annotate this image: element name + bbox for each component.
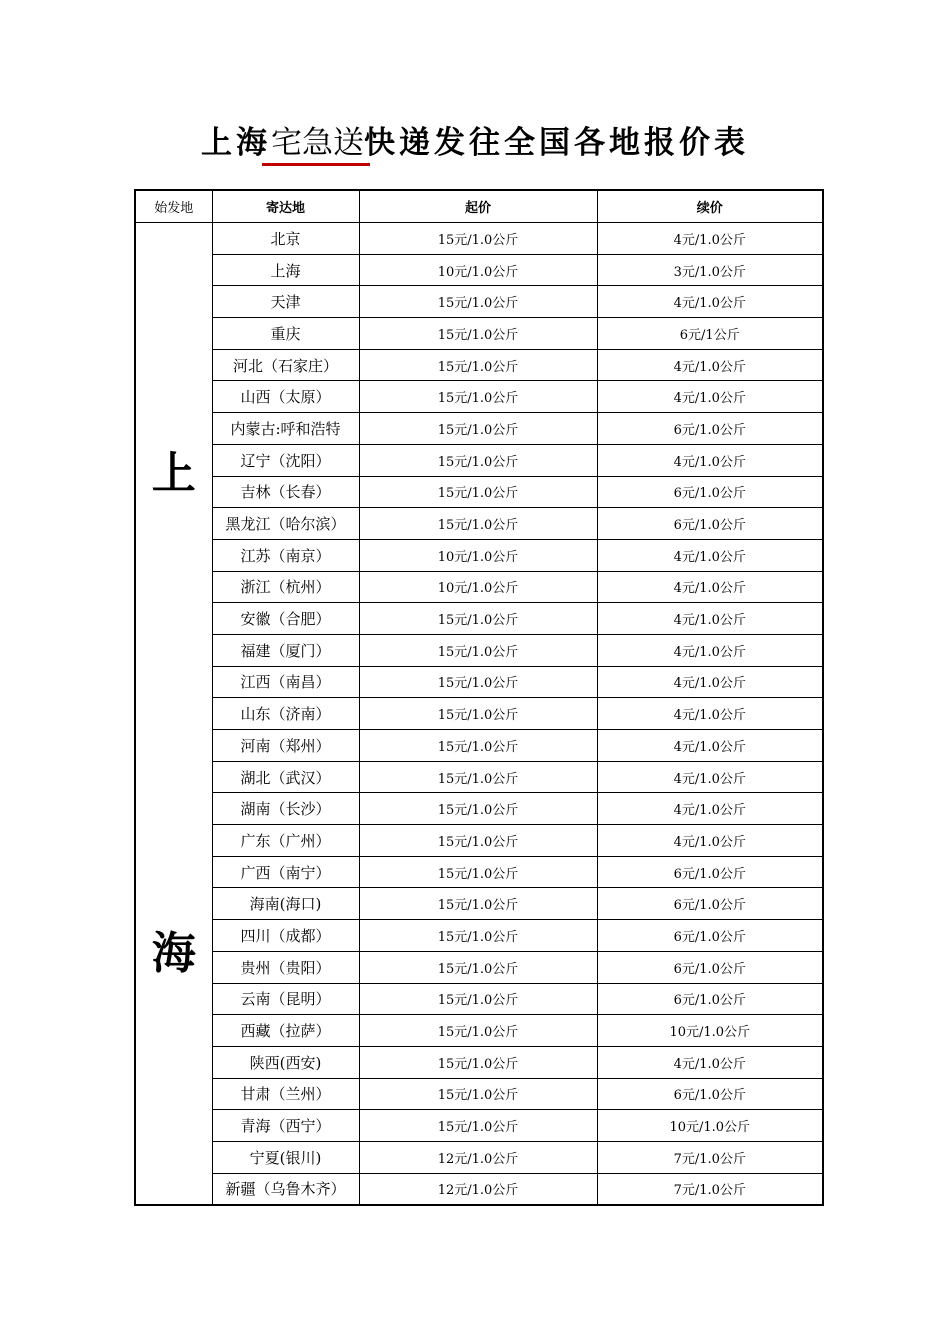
start-price-cell: 15元/1.0公斤 — [359, 223, 597, 255]
start-price-cell: 15元/1.0公斤 — [359, 318, 597, 350]
destination-cell: 云南（昆明） — [212, 983, 359, 1015]
extra-price-cell: 4元/1.0公斤 — [597, 349, 823, 381]
start-price-cell: 15元/1.0公斤 — [359, 1110, 597, 1142]
title-brand: 宅急送 — [271, 125, 364, 161]
table-row — [135, 983, 823, 1015]
destination-cell: 重庆 — [212, 318, 359, 350]
table-row — [135, 793, 823, 825]
destination-cell: 甘肃（兰州） — [212, 1078, 359, 1110]
extra-price-cell: 4元/1.0公斤 — [597, 698, 823, 730]
destination-cell: 贵州（贵阳） — [212, 951, 359, 983]
extra-price-cell: 4元/1.0公斤 — [597, 793, 823, 825]
destination-cell: 宁夏(银川) — [212, 1141, 359, 1173]
table-row — [135, 1046, 823, 1078]
extra-price-cell: 6元/1.0公斤 — [597, 508, 823, 540]
extra-price-cell: 4元/1.0公斤 — [597, 286, 823, 318]
extra-price-cell: 4元/1.0公斤 — [597, 571, 823, 603]
extra-price-cell: 6元/1.0公斤 — [597, 476, 823, 508]
header-extra-price: 续价 — [597, 190, 823, 223]
destination-cell: 广东（广州） — [212, 825, 359, 857]
table-row — [135, 920, 823, 952]
start-price-cell: 15元/1.0公斤 — [359, 1015, 597, 1047]
table-row — [135, 318, 823, 350]
extra-price-cell: 4元/1.0公斤 — [597, 1046, 823, 1078]
extra-price-cell: 4元/1.0公斤 — [597, 730, 823, 762]
start-price-cell: 15元/1.0公斤 — [359, 730, 597, 762]
table-row — [135, 1110, 823, 1142]
table-row — [135, 381, 823, 413]
start-price-cell: 15元/1.0公斤 — [359, 951, 597, 983]
table-row — [135, 413, 823, 445]
extra-price-cell: 4元/1.0公斤 — [597, 381, 823, 413]
start-price-cell: 15元/1.0公斤 — [359, 983, 597, 1015]
extra-price-cell: 7元/1.0公斤 — [597, 1173, 823, 1205]
table-row — [135, 1078, 823, 1110]
destination-cell: 河南（郑州） — [212, 730, 359, 762]
table-row — [135, 951, 823, 983]
table-row — [135, 539, 823, 571]
origin-char: 上 — [151, 447, 196, 499]
table-row — [135, 444, 823, 476]
destination-cell: 河北（石家庄） — [212, 349, 359, 381]
extra-price-cell: 4元/1.0公斤 — [597, 223, 823, 255]
destination-cell: 山东（济南） — [212, 698, 359, 730]
start-price-cell: 15元/1.0公斤 — [359, 856, 597, 888]
extra-price-cell: 4元/1.0公斤 — [597, 825, 823, 857]
header-start-price: 起价 — [359, 190, 597, 223]
extra-price-cell: 6元/1.0公斤 — [597, 920, 823, 952]
destination-cell: 江西（南昌） — [212, 666, 359, 698]
page-title — [0, 117, 950, 162]
destination-cell: 浙江（杭州） — [212, 571, 359, 603]
destination-cell: 湖南（长沙） — [212, 793, 359, 825]
extra-price-cell: 7元/1.0公斤 — [597, 1141, 823, 1173]
destination-cell: 四川（成都） — [212, 920, 359, 952]
start-price-cell: 15元/1.0公斤 — [359, 634, 597, 666]
extra-price-cell: 4元/1.0公斤 — [597, 666, 823, 698]
header-destination: 寄达地 — [212, 190, 359, 223]
start-price-cell: 15元/1.0公斤 — [359, 825, 597, 857]
start-price-cell: 15元/1.0公斤 — [359, 508, 597, 540]
start-price-cell: 15元/1.0公斤 — [359, 666, 597, 698]
table-row — [135, 666, 823, 698]
destination-cell: 吉林（长春） — [212, 476, 359, 508]
extra-price-cell: 3元/1.0公斤 — [597, 254, 823, 286]
destination-cell: 新疆（乌鲁木齐） — [212, 1173, 359, 1205]
table-row — [135, 825, 823, 857]
start-price-cell: 15元/1.0公斤 — [359, 413, 597, 445]
start-price-cell: 15元/1.0公斤 — [359, 476, 597, 508]
start-price-cell: 10元/1.0公斤 — [359, 571, 597, 603]
table-row — [135, 508, 823, 540]
start-price-cell: 15元/1.0公斤 — [359, 381, 597, 413]
price-table — [134, 189, 824, 1206]
extra-price-cell: 4元/1.0公斤 — [597, 444, 823, 476]
table-row — [135, 476, 823, 508]
destination-cell: 内蒙古:呼和浩特 — [212, 413, 359, 445]
start-price-cell: 15元/1.0公斤 — [359, 761, 597, 793]
start-price-cell: 15元/1.0公斤 — [359, 793, 597, 825]
extra-price-cell: 6元/1.0公斤 — [597, 1078, 823, 1110]
destination-cell: 湖北（武汉） — [212, 761, 359, 793]
table-row — [135, 1015, 823, 1047]
start-price-cell: 15元/1.0公斤 — [359, 349, 597, 381]
table-row — [135, 888, 823, 920]
table-row — [135, 856, 823, 888]
destination-cell: 安徽（合肥） — [212, 603, 359, 635]
table-row — [135, 761, 823, 793]
table-row — [135, 254, 823, 286]
start-price-cell: 15元/1.0公斤 — [359, 603, 597, 635]
title-city: 上海 — [201, 125, 271, 161]
destination-cell: 海南(海口) — [212, 888, 359, 920]
header-origin: 始发地 — [135, 190, 212, 223]
extra-price-cell: 4元/1.0公斤 — [597, 603, 823, 635]
table-row — [135, 698, 823, 730]
destination-cell: 福建（厦门） — [212, 634, 359, 666]
table-row — [135, 571, 823, 603]
destination-cell: 青海（西宁） — [212, 1110, 359, 1142]
table-row — [135, 223, 823, 255]
table-row — [135, 730, 823, 762]
start-price-cell: 12元/1.0公斤 — [359, 1173, 597, 1205]
destination-cell: 广西（南宁） — [212, 856, 359, 888]
extra-price-cell: 10元/1.0公斤 — [597, 1110, 823, 1142]
title-rest: 快递发往全国各地报价表 — [364, 125, 749, 161]
destination-cell: 上海 — [212, 254, 359, 286]
title-underline — [262, 163, 370, 166]
destination-cell: 陕西(西安) — [212, 1046, 359, 1078]
origin-chars — [136, 234, 212, 1194]
table-row — [135, 603, 823, 635]
start-price-cell: 15元/1.0公斤 — [359, 920, 597, 952]
table-row — [135, 1141, 823, 1173]
origin-char: 海 — [151, 927, 196, 979]
destination-cell: 天津 — [212, 286, 359, 318]
destination-cell: 江苏（南京） — [212, 539, 359, 571]
extra-price-cell: 6元/1公斤 — [597, 318, 823, 350]
destination-cell: 山西（太原） — [212, 381, 359, 413]
start-price-cell: 12元/1.0公斤 — [359, 1141, 597, 1173]
start-price-cell: 10元/1.0公斤 — [359, 539, 597, 571]
extra-price-cell: 6元/1.0公斤 — [597, 983, 823, 1015]
extra-price-cell: 10元/1.0公斤 — [597, 1015, 823, 1047]
destination-cell: 北京 — [212, 223, 359, 255]
extra-price-cell: 4元/1.0公斤 — [597, 761, 823, 793]
start-price-cell: 15元/1.0公斤 — [359, 698, 597, 730]
table-row — [135, 286, 823, 318]
extra-price-cell: 6元/1.0公斤 — [597, 951, 823, 983]
start-price-cell: 15元/1.0公斤 — [359, 286, 597, 318]
extra-price-cell: 4元/1.0公斤 — [597, 539, 823, 571]
table-row — [135, 634, 823, 666]
start-price-cell: 15元/1.0公斤 — [359, 1046, 597, 1078]
destination-cell: 西藏（拉萨） — [212, 1015, 359, 1047]
start-price-cell: 15元/1.0公斤 — [359, 888, 597, 920]
start-price-cell: 10元/1.0公斤 — [359, 254, 597, 286]
origin-cell — [135, 223, 212, 1206]
table-header-row — [135, 190, 823, 223]
extra-price-cell: 6元/1.0公斤 — [597, 888, 823, 920]
table-row — [135, 1173, 823, 1205]
extra-price-cell: 6元/1.0公斤 — [597, 413, 823, 445]
start-price-cell: 15元/1.0公斤 — [359, 1078, 597, 1110]
table-body — [135, 223, 823, 1206]
destination-cell: 辽宁（沈阳） — [212, 444, 359, 476]
start-price-cell: 15元/1.0公斤 — [359, 444, 597, 476]
table-row — [135, 349, 823, 381]
destination-cell: 黑龙江（哈尔滨） — [212, 508, 359, 540]
extra-price-cell: 6元/1.0公斤 — [597, 856, 823, 888]
extra-price-cell: 4元/1.0公斤 — [597, 634, 823, 666]
